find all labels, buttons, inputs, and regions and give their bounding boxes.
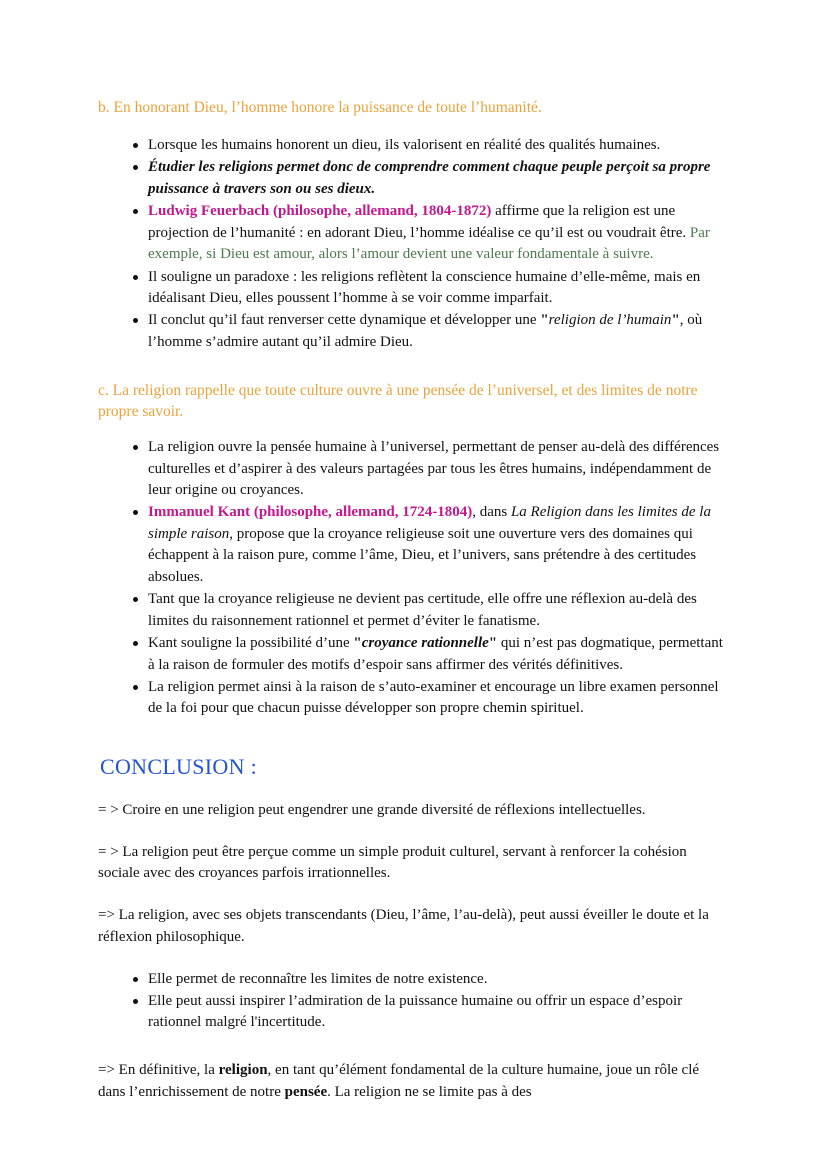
- italic-text-run: La Religion dans les limites de la simple raison: [148, 504, 711, 542]
- text-run: Elle permet de reconnaître les limites de notre existence.: [148, 970, 488, 987]
- text-run: => En définitive, la: [98, 1061, 219, 1078]
- list-item: [98, 135, 726, 156]
- quote-mark: ": [671, 312, 680, 329]
- list-item: [98, 969, 726, 990]
- text-run: Tant que la croyance religieuse ne devient pas certitude, elle offre une réflexion au-delà des limites du raisonnement rationnel et permet d’éviter le fanatisme.: [148, 591, 697, 629]
- example-text-run: Par exemple, si Dieu est amour, alors l’amour devient une valeur fondamentale à suivre.: [148, 224, 710, 263]
- text-run: , propose que la croyance religieuse soit une ouverture vers des domaines qui échappent à la raison pure, comme l’âme, Dieu, et l’univers, sans prétendre à des certitudes absolues.: [148, 525, 697, 585]
- text-run: qui n’est pas dogmatique, permettant à la raison de formuler des motifs d’espoir sans affirmer des vérités définitives.: [148, 635, 723, 673]
- philosopher-name: Immanuel Kant (philosophe, allemand, 1724-1804): [148, 504, 473, 521]
- bold-text-run: pensée: [284, 1083, 328, 1100]
- text-run: Kant souligne la possibilité d’une: [148, 635, 354, 652]
- text-run: => La religion, avec ses objets transcendants (Dieu, l’âme, l’au-delà), peut aussi éveiller le doute et la réflexion philosophique.: [98, 907, 709, 945]
- list-item: [98, 267, 726, 310]
- conclusion-paragraph: [98, 842, 723, 886]
- bold-italic-text-run: Étudier les religions permet donc de comprendre comment chaque peuple perçoit sa propre puissance à travers son ou ses dieux.: [148, 159, 711, 197]
- text-run: , où l’homme s’admire autant qu’il admire Dieu.: [148, 312, 703, 350]
- list-item: [98, 310, 726, 353]
- conclusion-final-paragraph: [98, 1060, 726, 1104]
- text-run: , en tant qu’élément fondamental de la culture humaine, joue un rôle clé dans l’enrichissement de notre: [98, 1061, 700, 1100]
- bullet-list-conclusion: [98, 969, 726, 1034]
- conclusion-paragraph: [98, 800, 723, 822]
- philosopher-name: Ludwig Feuerbach (philosophe, allemand, 1804-1872): [148, 203, 492, 220]
- text-run: = > Croire en une religion peut engendrer une grande diversité de réflexions intellectuelles.: [98, 801, 646, 818]
- list-item: [98, 991, 726, 1034]
- document-content: [98, 98, 726, 1103]
- text-run: Il conclut qu’il faut renverser cette dynamique et développer une: [148, 312, 541, 329]
- section-heading-b: b. En honorant Dieu, l’homme honore la puissance de toute l’humanité.: [98, 99, 542, 116]
- italic-text-run: religion de l’humain: [548, 312, 672, 329]
- bold-text-run: religion: [218, 1061, 268, 1078]
- text-run: affirme que la religion est une projection de l’humanité : en adorant Dieu, l’homme idéalise ce qu’il est ou voudrait être.: [148, 203, 690, 241]
- quote-mark: ": [540, 312, 549, 329]
- text-run: La religion permet ainsi à la raison de s’auto-examiner et encourage un libre examen personnel de la foi pour que chacun puisse développer son propre chemin spirituel.: [148, 678, 719, 717]
- section-heading-c: c. La religion rappelle que toute culture ouvre à une pensée de l’universel, et des limites de notre propre savoir.: [98, 382, 698, 421]
- bullet-list-section-b: [98, 135, 726, 353]
- list-item: [98, 677, 726, 720]
- conclusion-title: CONCLUSION :: [100, 753, 257, 779]
- conclusion-paragraph: [98, 905, 723, 949]
- quote-mark: ": [353, 635, 362, 652]
- text-run: , dans: [472, 504, 511, 521]
- bold-italic-text-run: croyance rationnelle: [361, 635, 489, 652]
- list-item: [98, 589, 726, 632]
- text-run: Il souligne un paradoxe : les religions reflètent la conscience humaine d’elle-même, mais en idéalisant Dieu, elles poussent l’homme à se voir comme imparfait.: [148, 268, 701, 306]
- text-run: . La religion ne se limite pas à des: [327, 1083, 532, 1100]
- text-run: = > La religion peut être perçue comme un simple produit culturel, servant à renforcer la cohésion sociale avec des croyances parfois irrationnelles.: [98, 843, 687, 882]
- list-item: [98, 437, 726, 501]
- quote-mark: ": [488, 635, 498, 652]
- text-run: La religion ouvre la pensée humaine à l’universel, permettant de penser au-delà des différences culturelles et d’aspirer à des valeurs partagées par tous les êtres humains, indépendamment de leur origine ou croyances.: [148, 439, 720, 499]
- text-run: Elle peut aussi inspirer l’admiration de la puissance humaine ou offrir un espace d’espoir rationnel malgré l'incertitude.: [148, 993, 683, 1031]
- list-item: [98, 633, 726, 676]
- list-item: [98, 201, 726, 265]
- bullet-list-section-c: [98, 437, 726, 720]
- list-item: [98, 157, 726, 200]
- text-run: Lorsque les humains honorent un dieu, ils valorisent en réalité des qualités humaines.: [148, 136, 661, 153]
- list-item: [98, 502, 726, 588]
